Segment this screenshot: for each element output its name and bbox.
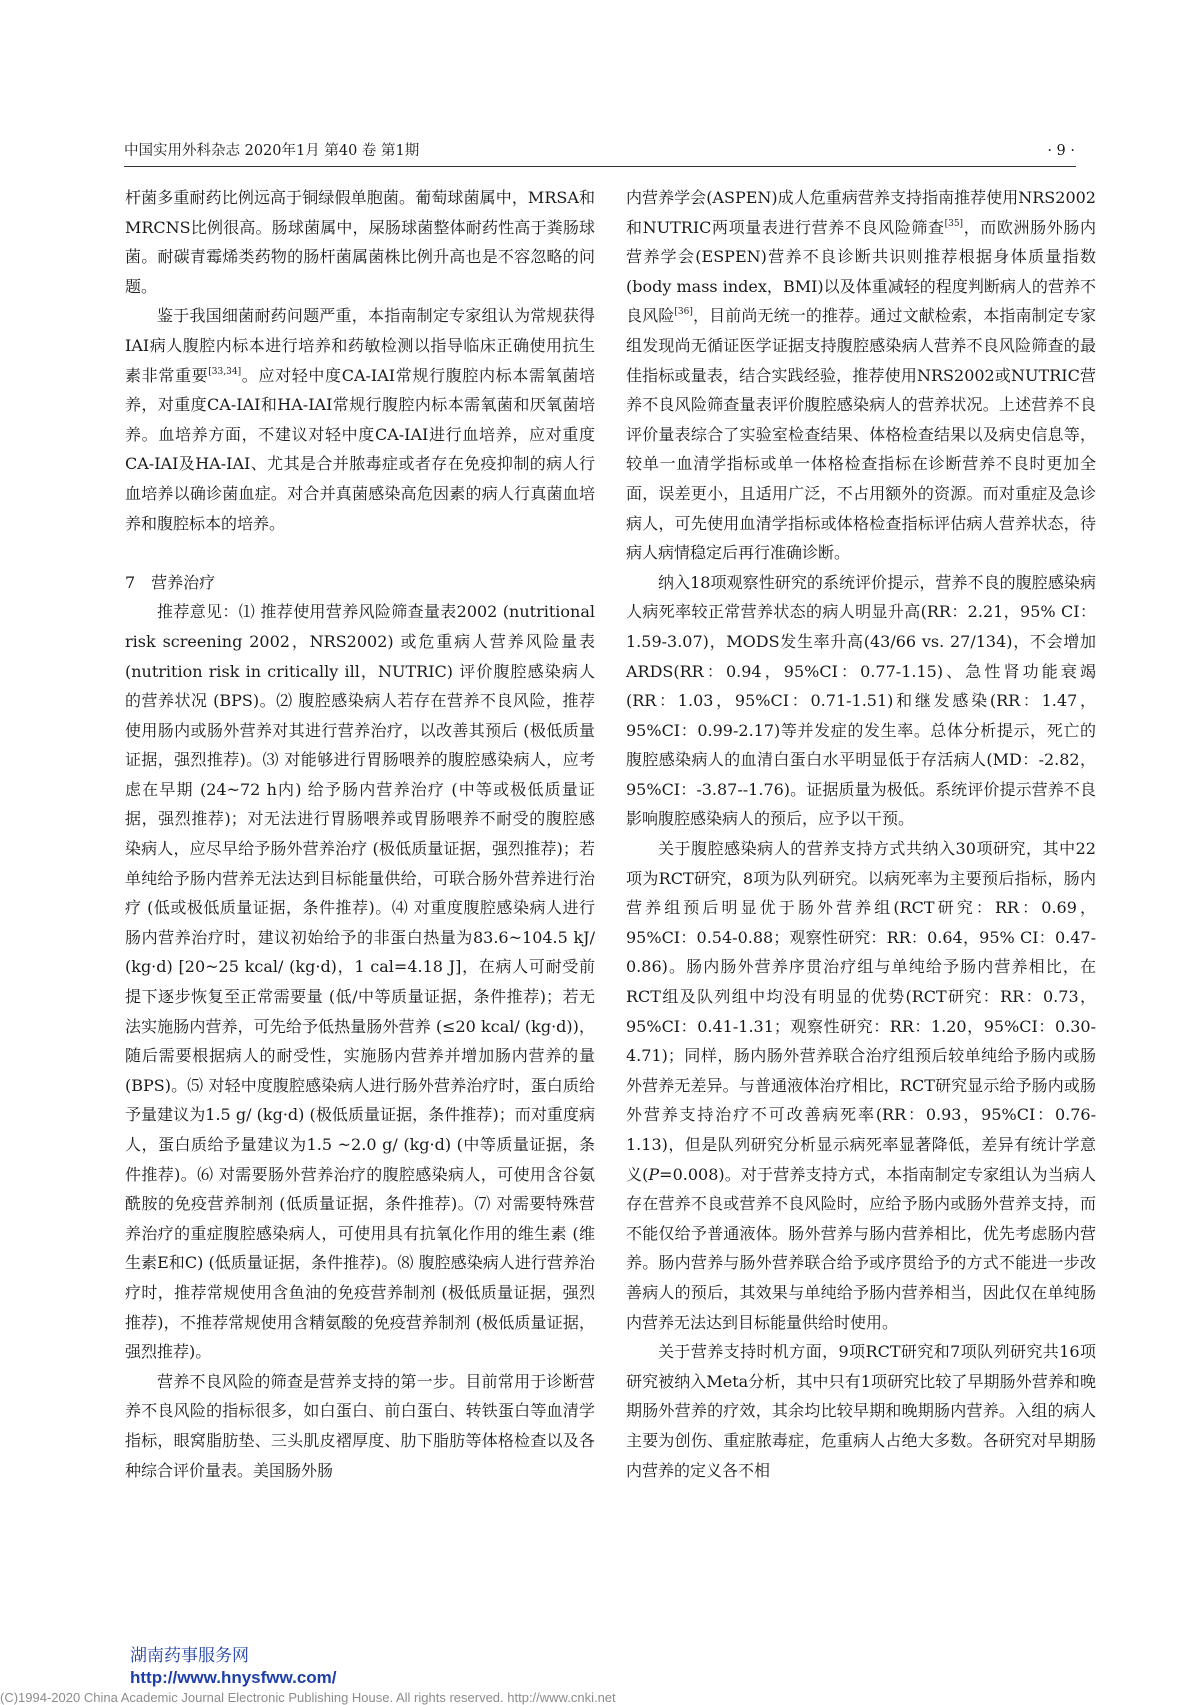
citation-35: [35]: [944, 218, 964, 229]
recommendation-paragraph: 推荐意见：⑴ 推荐使用营养风险筛查量表2002 (nutritional risk screening 2002，NRS2002) 或危重病人营养风险量表 (nutrition risk in critically ill，NUTRIC) 评价腹腔感染病人的营养状况 (BPS)。⑵ 腹腔感染病人若存在营养不良风险，推荐使用肠内或肠外营养对其进行营养治疗，以改善其预后 (极低质量证据，强烈推荐)。⑶ 对能够进行胃肠喂养的腹腔感染病人，应考虑在早期 (24~72 h内) 给予肠内营养治疗 (中等或极低质量证据，强烈推荐)；对无法进行胃肠喂养或胃肠喂养不耐受的腹腔感染病人，应尽早给予肠外营养治疗 (极低质量证据，强烈推荐)；若单纯给予肠内营养无法达到目标能量供给，可联合肠外营养进行治疗 (低或极低质量证据，条件推荐)。⑷ 对重度腹腔感染病人进行肠内营养治疗时，建议初始给予的非蛋白热量为83.6~104.5 kJ/ (kg·d) [20~25 kcal/ (kg·d)，1 cal=4.18 J]，在病人可耐受前提下逐步恢复至正常需要量 (低/中等质量证据，条件推荐)；若无法实施肠内营养，可先给予低热量肠外营养 (≤20 kcal/ (kg·d))，随后需要根据病人的耐受性，实施肠内营养并增加肠内营养的量 (BPS)。⑸ 对轻中度腹腔感染病人进行肠外营养治疗时，蛋白质给予量建议为1.5 g/ (kg·d) (极低质量证据，条件推荐)；而对重度病人，蛋白质给予量建议为1.5 ~2.0 g/ (kg·d) (中等质量证据，条件推荐)。⑹ 对需要肠外营养治疗的腹腔感染病人，可使用含谷氨酰胺的免疫营养制剂 (低质量证据，条件推荐)。⑺ 对需要特殊营养治疗的重症腹腔感染病人，可使用具有抗氧化作用的维生素 (维生素E和C) (低质量证据，条件推荐)。⑻ 腹腔感染病人进行营养治疗时，推荐常规使用含鱼油的免疫营养制剂 (极低质量证据，强烈推荐)，不推荐常规使用含精氨酸的免疫营养制剂 (极低质量证据，强烈推荐)。: [125, 602, 595, 1362]
journal-title: 中国实用外科杂志 2020年1月 第40 卷 第1期: [124, 143, 420, 159]
right-paragraph-1: [626, 183, 1096, 568]
page-number: · 9 ·: [1047, 143, 1075, 159]
right-paragraph-1-b: ，而欧洲肠外肠内营养学会(ESPEN)营养不良诊断共识则推荐根据身体质量指数(body mass index，BMI)以及体重减轻的程度判断病人的营养不良风险: [626, 217, 1096, 326]
left-column: [125, 183, 595, 1485]
citation-36: [36]: [674, 307, 693, 318]
citation-33-34: [33,34]: [208, 366, 242, 377]
right-paragraph-3: [626, 834, 1096, 1337]
left-paragraph-1: 杆菌多重耐药比例远高于铜绿假单胞菌。葡萄球菌属中，MRSA和MRCNS比例很高。肠球菌属中，屎肠球菌整体耐药性高于粪肠球菌。耐碳青霉烯类药物的肠杆菌属菌株比例升高也是不容忽略的问题。: [125, 188, 595, 296]
right-paragraph-4: 关于营养支持时机方面，9项RCT研究和7项队列研究共16项研究被纳入Meta分析，其中只有1项研究比较了早期肠外营养和晚期肠外营养的疗效，其余均比较早期和晚期肠内营养。入组的病人主要为创伤、重症脓毒症，危重病人占绝大多数。各研究对早期肠内营养的定义各不相: [626, 1342, 1096, 1480]
running-header: [124, 140, 1075, 162]
left-paragraph-2-text: 鉴于我国细菌耐药问题严重，本指南制定专家组认为常规获得IAI病人腹腔内标本进行培养和药敏检测以指导临床正确使用抗生素非常重要: [125, 306, 595, 385]
right-column: [626, 183, 1096, 1485]
footer-site-url[interactable]: http://www.hnysfww.com/: [130, 1668, 337, 1687]
right-paragraph-2: 纳入18项观察性研究的系统评价提示，营养不良的腹腔感染病人病死率较正常营养状态的病人明显升高(RR：2.21，95% CI：1.59-3.07)，MODS发生率升高(43/66 vs. 27/134)，不会增加ARDS(RR：0.94，95%CI：0.77-1.15)、急性肾功能衰竭(RR：1.03，95%CI：0.71-1.51)和继发感染(RR：1.47，95%CI：0.99-2.17)等并发症的发生率。总体分析提示，死亡的腹腔感染病人的血清白蛋白水平明显低于存活病人(MD：-2.82，95%CI：-3.87--1.76)。证据质量为极低。系统评价提示营养不良影响腹腔感染病人的预后，应予以干预。: [626, 572, 1096, 829]
right-paragraph-1-a: 内营养学会(ASPEN)成人危重病营养支持指南推荐使用NRS2002和NUTRIC两项量表进行营养不良风险筛查: [626, 188, 1096, 237]
footer-site-name: 湖南药事服务网: [130, 1646, 249, 1666]
left-paragraph-2-tail: 。应对轻中度CA-IAI常规行腹腔内标本需氧菌培养，对重度CA-IAI和HA-IAI常规行腹腔内标本需氧菌和厌氧菌培养。血培养方面，不建议对轻中度CA-IAI进行血培养，应对重度CA-IAI及HA-IAI、尤其是合并脓毒症或者存在免疫抑制的病人行血培养以确诊菌血症。对合并真菌感染高危因素的病人行真菌血培养和腹腔标本的培养。: [125, 365, 595, 533]
right-paragraph-3-a: 关于腹腔感染病人的营养支持方式共纳入30项研究，其中22项为RCT研究，8项为队列研究。以病死率为主要预后指标，肠内营养组预后明显优于肠外营养组(RCT研究：RR：0.69，95%CI：0.54-0.88；观察性研究：RR：0.64，95% CI：0.47-0.86)。肠内肠外营养序贯治疗组与单纯给予肠内营养相比，在RCT组及队列组中均没有明显的优势(RCT研究：RR：0.73，95%CI：0.41-1.31；观察性研究：RR：1.20，95%CI：0.30-4.71)；同样，肠内肠外营养联合治疗组预后较单纯给予肠内或肠外营养无差异。与普通液体治疗相比，RCT研究显示给予肠内或肠外营养支持治疗不可改善病死率(RR：0.93，95%CI：0.76-1.13)，但是队列研究分析显示病死率显著降低，差异有统计学意义(: [626, 839, 1096, 1184]
header-rule: [124, 166, 1076, 167]
p-value-symbol: P: [648, 1164, 660, 1184]
copyright-line: (C)1994-2020 China Academic Journal Electronic Publishing House. All rights reserved. http://www.cnki.net: [0, 1690, 616, 1705]
section-heading-nutrition: 7 营养治疗: [125, 572, 216, 592]
right-paragraph-3-b: =0.008)。对于营养支持方式，本指南制定专家组认为当病人存在营养不良或营养不良风险时，应给予肠内或肠外营养支持，而不能仅给予普通液体。肠外营养与肠内营养相比，优先考虑肠内营养。肠内营养与肠外营养联合给予或序贯给予的方式不能进一步改善病人的预后，其效果与单纯给予肠内营养相当，因此仅在单纯肠内营养无法达到目标能量供给时使用。: [626, 1164, 1096, 1332]
left-paragraph-2: [125, 301, 595, 538]
right-paragraph-1-c: ，目前尚无统一的推荐。通过文献检索，本指南制定专家组发现尚无循证医学证据支持腹腔感染病人营养不良风险筛查的最佳指标或量表，结合实践经验，推荐使用NRS2002或NUTRIC营养不良风险筛查量表评价腹腔感染病人的营养状况。上述营养不良评价量表综合了实验室检查结果、体格检查结果以及病史信息等，较单一血清学指标或单一体格检查指标在诊断营养不良时更加全面，误差更小，且适用广泛，不占用额外的资源。而对重症及急诊病人，可先使用血清学指标或体格检查指标评估病人营养状态，待病人病情稳定后再行准确诊断。: [626, 306, 1096, 563]
left-paragraph-last: 营养不良风险的筛查是营养支持的第一步。目前常用于诊断营养不良风险的指标很多，如白蛋白、前白蛋白、转铁蛋白等血清学指标，眼窝脂肪垫、三头肌皮褶厚度、肋下脂肪等体格检查以及各种综合评价量表。美国肠外肠: [125, 1371, 595, 1480]
